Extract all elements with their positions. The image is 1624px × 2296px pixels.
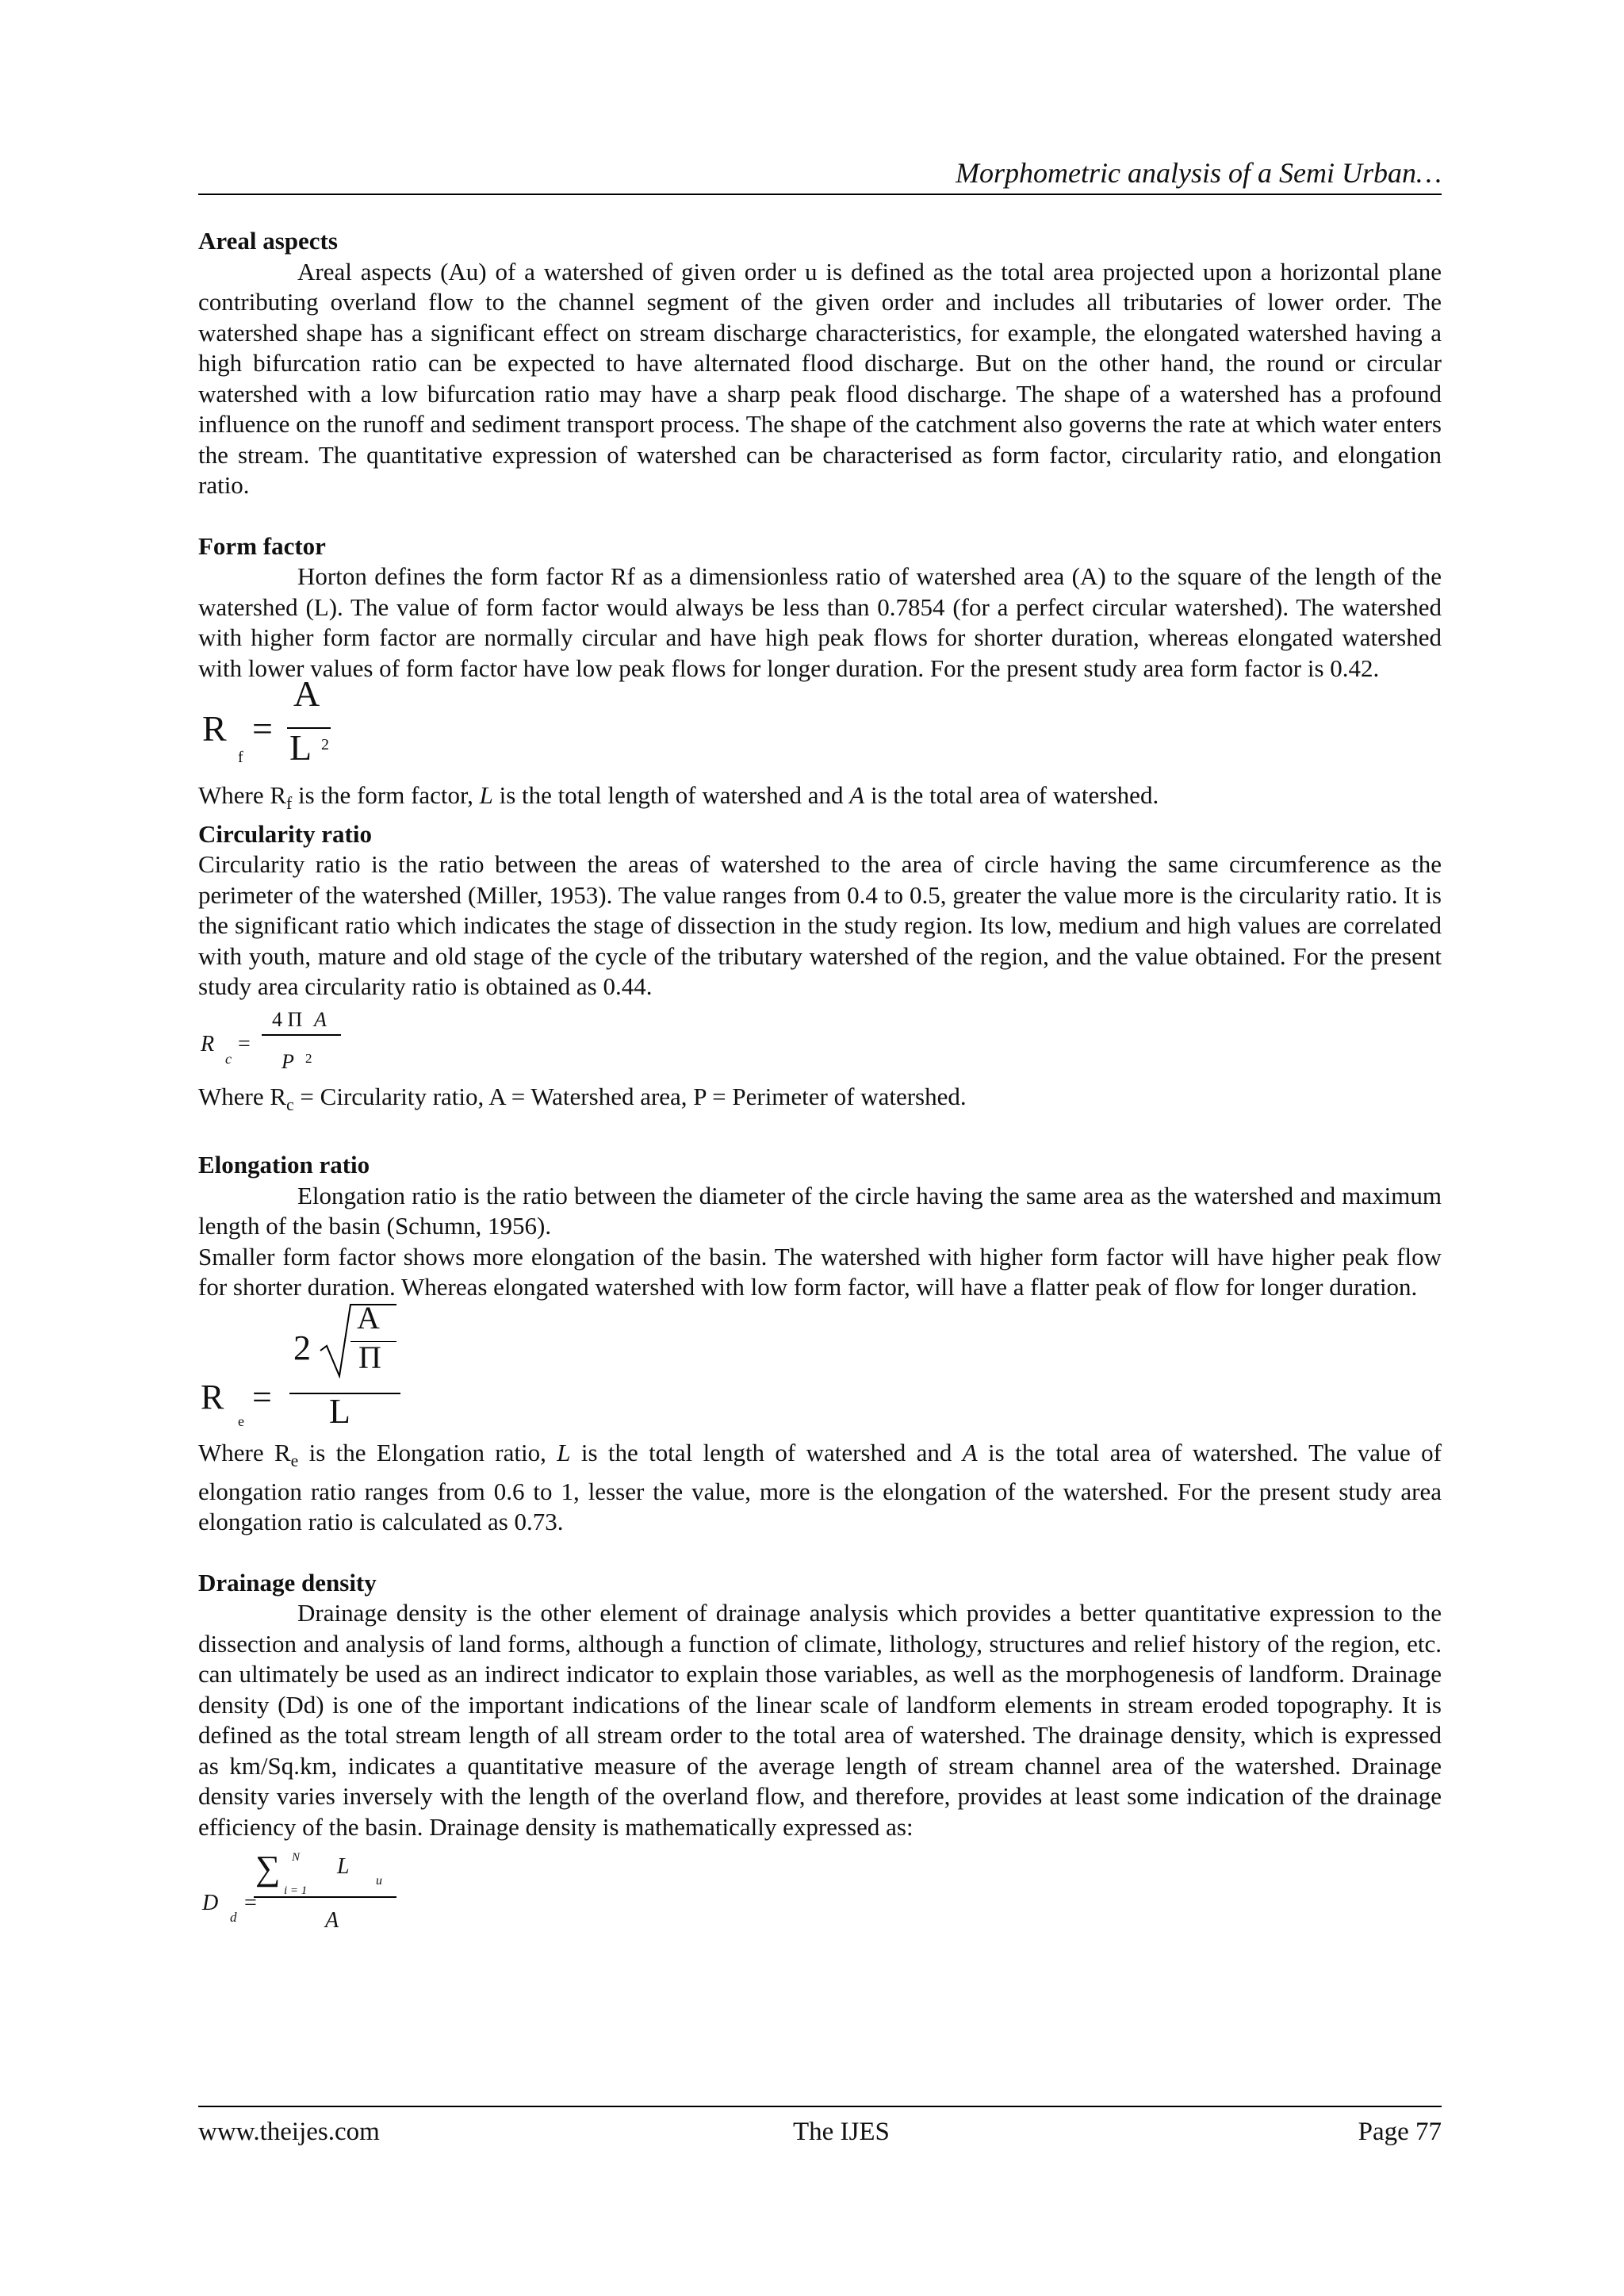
formula-numerator-a: A: [314, 1007, 327, 1031]
footer-page-number: Page 77: [1358, 2118, 1442, 2146]
footer-website: www.theijes.com: [198, 2118, 380, 2146]
footer-rule: [198, 2106, 1442, 2107]
where-circularity-ratio: Where $R_c$ = Circularity ratio, A = Watershed area, P = Perimeter of watershed.: [198, 1082, 967, 1114]
paragraph-elongation-ratio-2: Smaller form factor shows more elongation of the basin. The watershed with higher form factor will have higher peak flow for shorter duration. Whereas elongated watershed with low form factor, will have a flatter peak of flow for longer duration.: [198, 1242, 1442, 1301]
formula-denominator: L: [329, 1391, 350, 1431]
paragraph-areal-aspects: Areal aspects (Au) of a watershed of given order u is defined as the total area projected upon a horizontal plane contributing overland flow to the channel segment of the given order and includes all tributaries of lower order. The watershed shape has a significant effect on stream discharge characteristics, for example, the elongated watershed having a high bifurcation ratio can be expected to have alternated flood discharge. But on the other hand, the round or circular watershed with a low bifurcation ratio may have a sharp peak flood discharge. The shape of a watershed has a profound influence on the runoff and sediment transport process. The shape of the catchment also governs the rate at which water enters the stream. The quantitative expression of watershed can be characterised as form factor, circularity ratio, and elongation ratio.: [198, 257, 1442, 499]
formula-numerator-4pi: 4 Π: [272, 1007, 303, 1031]
fraction-bar: [262, 1034, 341, 1036]
paragraph-form-factor: Horton defines the form factor Rf as a dimensionless ratio of watershed area (A) to the square of the length of the watershed (L). The value of form factor would always be less than 0.7854 (for a perfect circular watershed). The watershed with higher form factor are normally circular and have high peak flows for shorter duration, whereas elongated watershed with lower values of form factor have low peak flows for longer duration. For the present study area form factor is 0.42.: [198, 562, 1442, 682]
formula-equals: =: [252, 708, 273, 749]
section-heading-form-factor: Form factor: [198, 531, 326, 560]
section-heading-elongation-ratio: Elongation ratio: [198, 1151, 370, 1179]
formula-lhs-sub: c: [225, 1050, 232, 1067]
formula-denominator: P: [282, 1049, 294, 1073]
section-heading-areal-aspects: Areal aspects: [198, 227, 338, 255]
running-title: Morphometric analysis of a Semi Urban…: [956, 157, 1442, 189]
footer-journal: The IJES: [793, 2118, 890, 2146]
formula-lhs: R: [202, 708, 227, 749]
where-form-factor: Where $R_f$ is the form factor, L is the total length of watershed and A is the total area of watershed.: [198, 781, 1159, 814]
section-heading-circularity-ratio: Circularity ratio: [198, 819, 372, 848]
fraction-bar: [254, 1896, 396, 1898]
formula-form-factor: [198, 673, 753, 780]
formula-numerator: A: [293, 673, 320, 714]
main-content: [198, 226, 1442, 1939]
where-elongation-ratio: Where $R_e$ is the Elongation ratio, L is the total length of watershed and A is the total area of watershed. The value of elongation ratio ranges from 0.6 to 1, lesser the value, more is the elongation of the watershed. For the present study area elongation ratio is calculated as 0.73.: [198, 1438, 1442, 1536]
summation-upper: N: [292, 1851, 301, 1865]
header-rule: [198, 194, 1442, 195]
formula-denominator: L: [289, 727, 312, 768]
formula-lhs: R: [201, 1377, 224, 1416]
summation-sign: ∑: [255, 1849, 281, 1888]
section-heading-drainage-density: Drainage density: [198, 1568, 377, 1596]
formula-equals: =: [238, 1031, 251, 1056]
formula-den-sup: 2: [321, 736, 329, 753]
formula-elongation-ratio: [198, 1299, 753, 1438]
formula-lhs: R: [201, 1031, 215, 1056]
formula-drainage-density: [198, 1842, 753, 1939]
radical-numerator: A: [357, 1299, 380, 1336]
formula-den-sup: 2: [305, 1050, 312, 1066]
paragraph-circularity-ratio: Circularity ratio is the ratio between the areas of watershed to the area of circle having the same circumference as the perimeter of the watershed (Miller, 1953). The value ranges from 0.4 to 0.5, greater the value more is the circularity ratio. It is the significant ratio which indicates the stage of dissection in the study region. Its low, medium and high values are correlated with youth, mature and old stage of the cycle of the tributary watershed of the region, and the value obtained. For the present study area circularity ratio is obtained as 0.44.: [198, 850, 1442, 1001]
formula-circularity-ratio: [198, 1002, 753, 1082]
paragraph-elongation-ratio-1: Elongation ratio is the ratio between the diameter of the circle having the same area as the watershed and maximum length of the basin (Schumn, 1956).: [198, 1181, 1442, 1240]
formula-lhs-sub: e: [238, 1412, 244, 1429]
formula-term-sub: u: [376, 1874, 382, 1888]
formula-lhs-sub: f: [238, 749, 243, 766]
radical-denominator: Π: [358, 1339, 381, 1375]
formula-coefficient: 2: [293, 1328, 311, 1367]
formula-equals: =: [252, 1377, 272, 1416]
summation-lower: i = 1: [284, 1884, 308, 1898]
paragraph-drainage-density: Drainage density is the other element of drainage analysis which provides a better quantitative expression to the dissection and analysis of land forms, although a function of climate, lithology, structures and relief history of the region, etc. can ultimately be used as an indirect indicator to explain those variables, as well as the morphogenesis of landform. Drainage density (Dd) is one of the important indications of the linear scale of landform elements in stream eroded topography. It is defined as the total stream length of all stream order to the total area of watershed. The drainage density, which is expressed as km/Sq.km, indicates a quantitative measure of the average length of stream channel area of the watershed. Drainage density varies inversely with the length of the overland flow, and therefore, provides at least some indication of the drainage efficiency of the basin. Drainage density is mathematically expressed as:: [198, 1599, 1442, 1841]
formula-lhs: D: [202, 1891, 219, 1916]
formula-denominator: A: [325, 1908, 339, 1934]
formula-lhs-sub: d: [230, 1910, 237, 1926]
formula-equals: =: [244, 1891, 257, 1916]
formula-term: L: [337, 1854, 350, 1880]
